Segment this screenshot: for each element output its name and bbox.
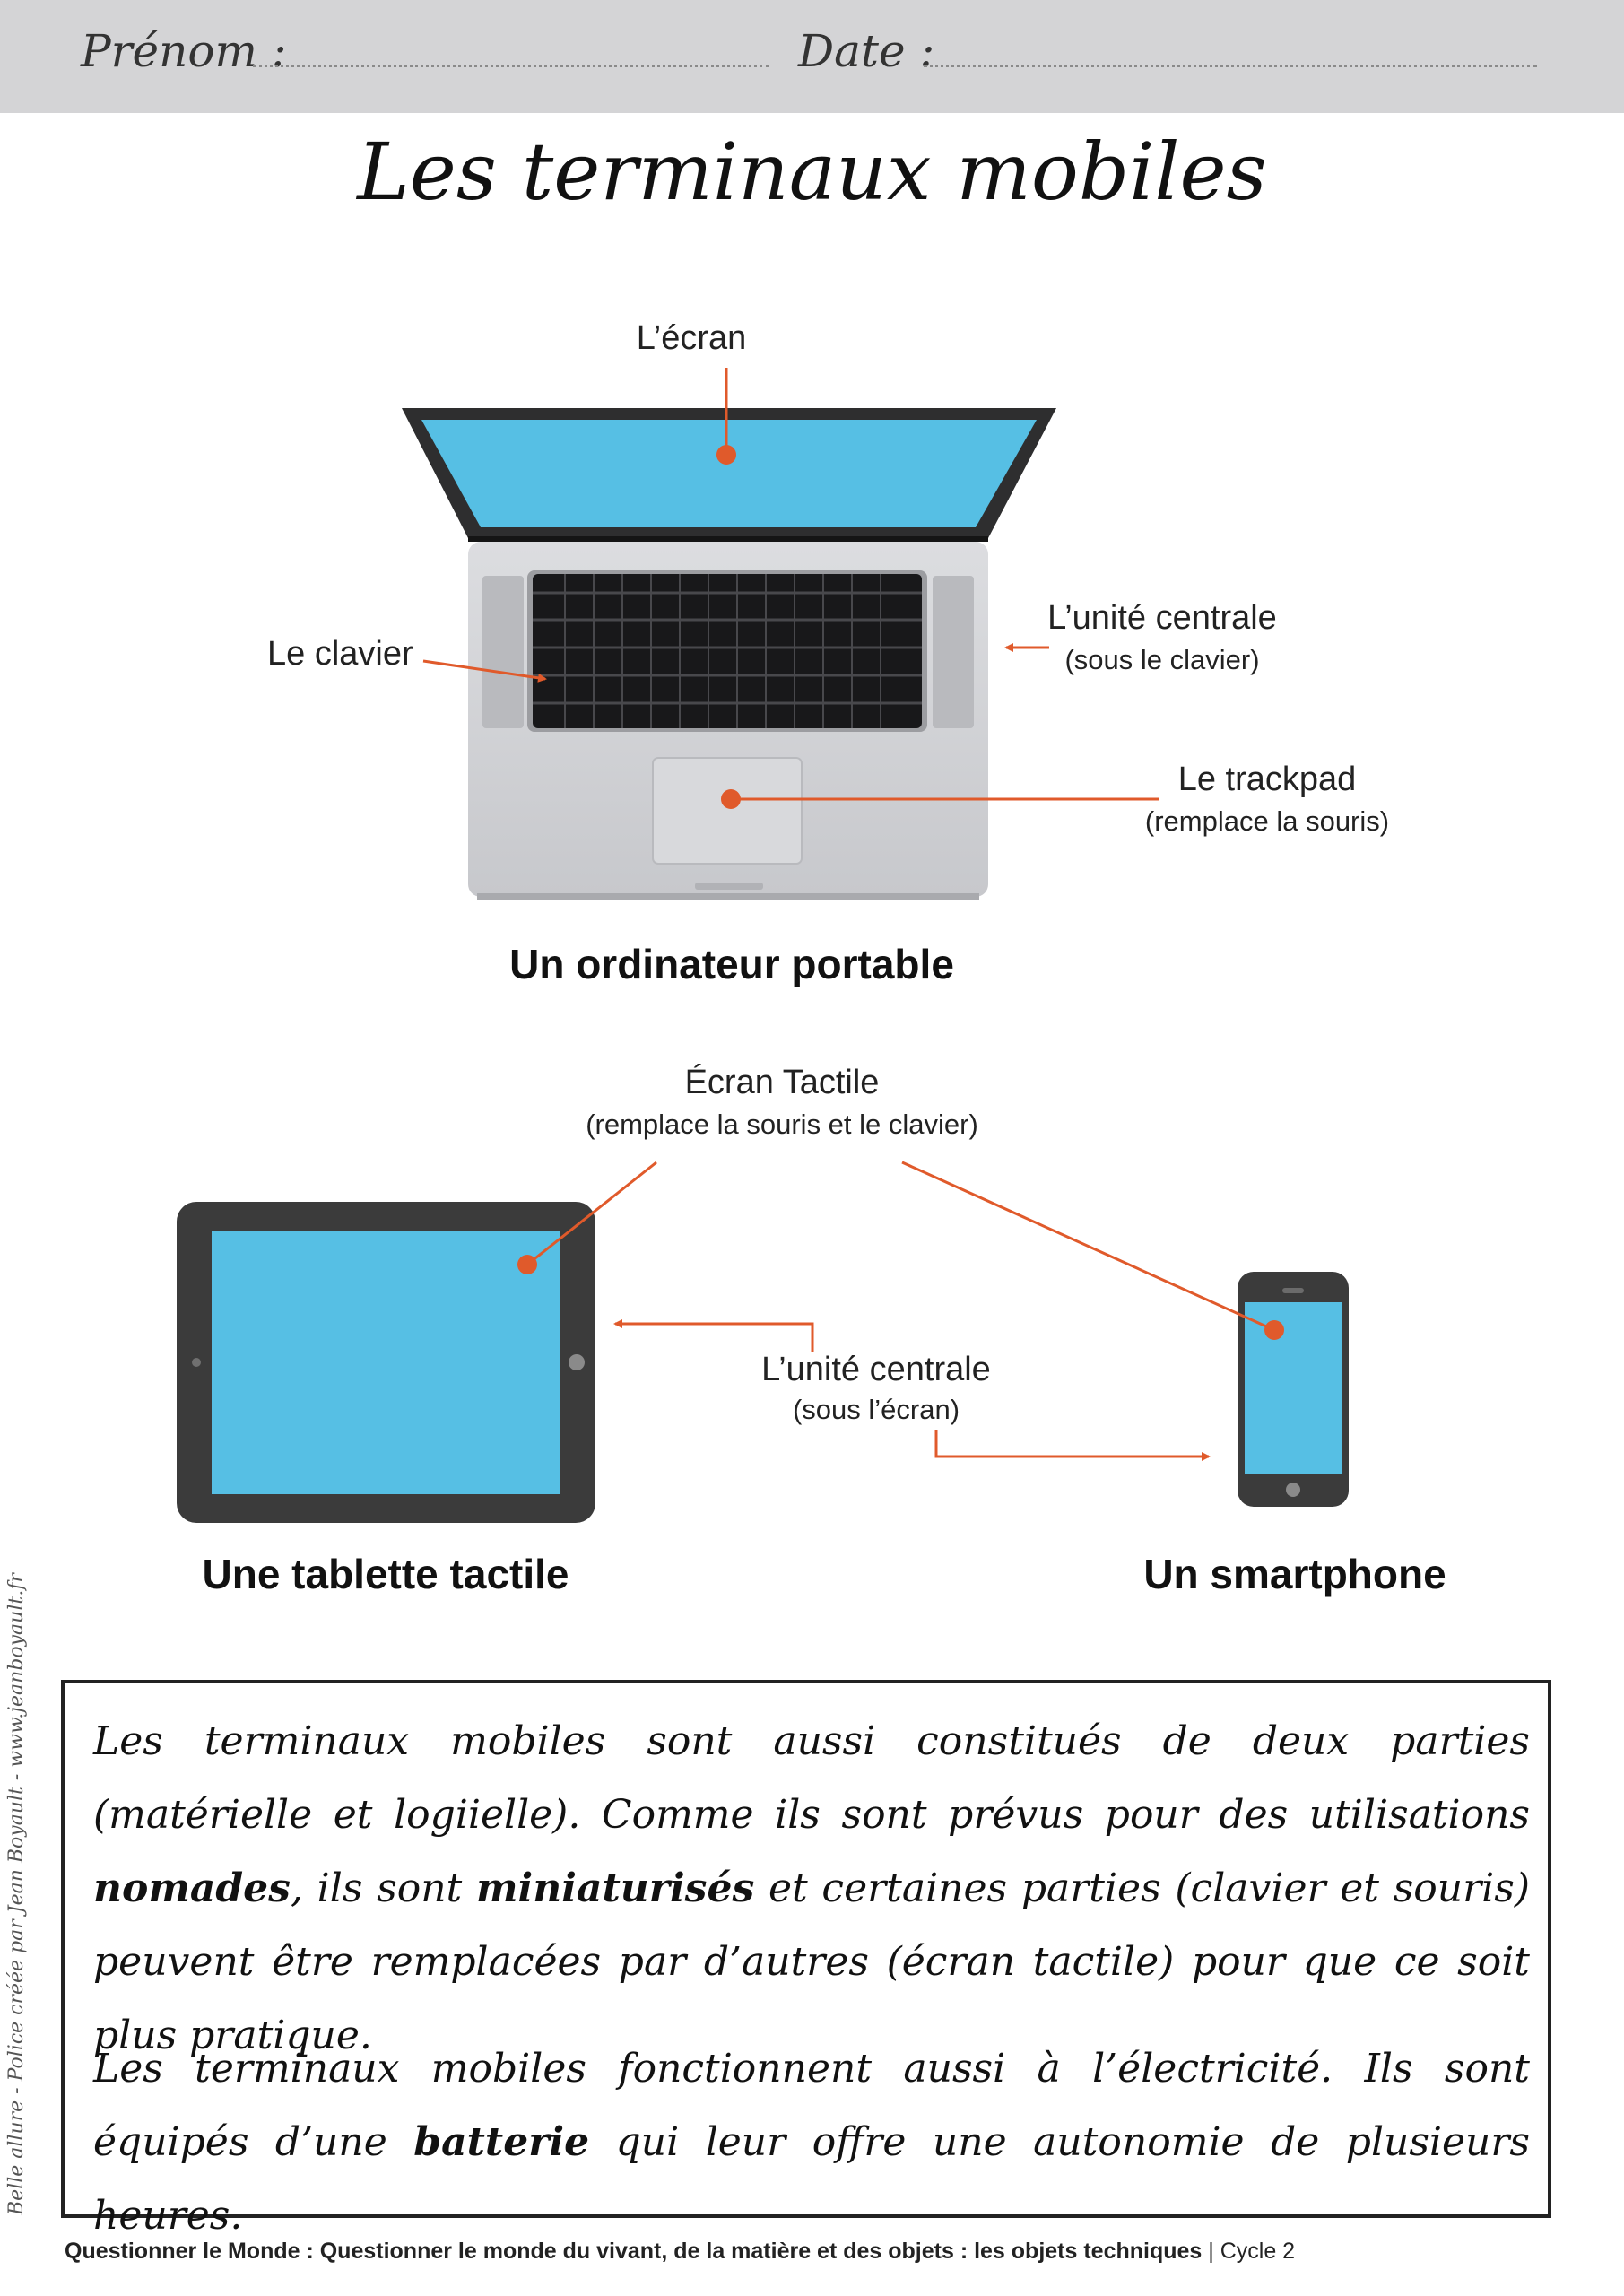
laptop-trackpad-label: Le trackpad (1177, 761, 1357, 798)
phone-screen (1245, 1302, 1342, 1474)
speaker-right (933, 576, 974, 728)
first-name-label: Prénom : (81, 25, 287, 77)
touchscreen-label: Écran Tactile (684, 1064, 880, 1101)
summary-paragraph-1: Les terminaux mobiles sont aussi constitués de deux parties (matérielle et logiielle). Comme ils sont prévus pour des utilisations nomades, ils sont miniaturisés et certaines parties (clavier et souris) peuvent être remplacées par d’autres (écran tactile) pour que ce soit plus pratique. (93, 1718, 1530, 2058)
touch-central-unit-sub: (sous l’écran) (792, 1394, 960, 1425)
keyword-nomades: nomades (93, 1866, 291, 1911)
touch-central-unit-label: L’unité centrale (761, 1351, 991, 1388)
summary-paragraph-2: Les terminaux mobiles fonctionnent aussi à l’électricité. Ils sont équipés d’une batterie qui leur offre une autonomie de plusieurs heures. (93, 2046, 1530, 2239)
laptop-screen-label: L’écran (636, 319, 747, 357)
laptop-caption: Un ordinateur portable (509, 941, 954, 987)
phone-home-button (1286, 1483, 1300, 1497)
trackpad-pointer-dot (721, 789, 741, 809)
speaker-left (482, 576, 524, 728)
laptop-trackpad-sub: (remplace la souris) (1144, 805, 1390, 837)
date-label: Date : (798, 25, 935, 77)
footer-subject: Questionner le Monde : Questionner le monde du vivant, de la matière et des objets : les objets techniques (65, 2239, 1203, 2264)
phone-screen-pointer-line (902, 1162, 1274, 1330)
tablet-caption: Une tablette tactile (202, 1551, 569, 1597)
tablet-camera (192, 1358, 201, 1367)
laptop-central-unit-label: L’unité centrale (1047, 599, 1277, 637)
tablet-illustration (177, 1202, 595, 1523)
laptop-central-unit-sub: (sous le clavier) (1064, 644, 1260, 675)
font-credit: Belle allure - Police créée par Jean Boyault - www.jeanboyault.fr (5, 1573, 28, 2215)
phone-caption: Un smartphone (1143, 1551, 1446, 1597)
page-title: Les terminaux mobiles (357, 126, 1267, 218)
footer (65, 2239, 1295, 2265)
tablet-home-button (569, 1354, 585, 1370)
tablet-screen-dot (517, 1255, 537, 1274)
laptop-screen (421, 420, 1037, 527)
laptop-illustration (402, 408, 1056, 900)
keyword-miniaturises: miniaturisés (475, 1866, 755, 1911)
trackpad (653, 758, 802, 864)
keyword-batterie: batterie (413, 2119, 590, 2165)
screen-pointer-dot (716, 445, 736, 465)
phone-unit-arrow (936, 1430, 1209, 1457)
keyboard (533, 574, 922, 728)
phone-speaker (1282, 1288, 1304, 1293)
laptop-keyboard-label: Le clavier (267, 635, 413, 673)
phone-screen-dot (1264, 1320, 1284, 1340)
tablet-unit-arrow (615, 1324, 812, 1352)
footer-cycle: | Cycle 2 (1202, 2239, 1296, 2264)
smartphone-illustration (1238, 1272, 1349, 1507)
touchscreen-sub: (remplace la souris et le clavier) (586, 1109, 978, 1140)
tablet-screen (212, 1231, 560, 1494)
